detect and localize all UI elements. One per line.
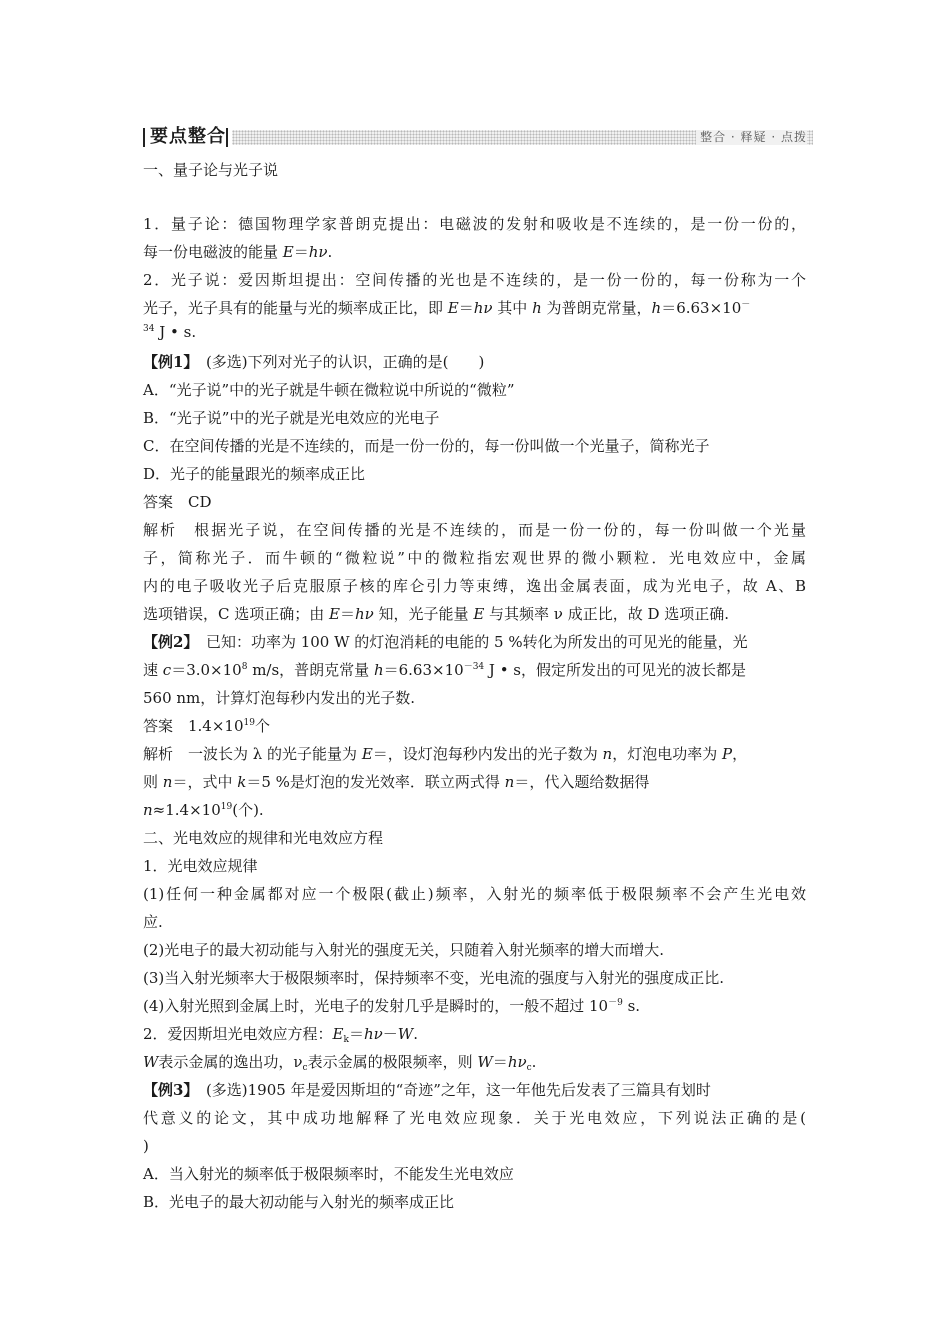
var-n: n xyxy=(143,801,153,819)
example2-stem-line3: 560 nm，计算灯泡每秒内发出的光子数. xyxy=(143,689,416,707)
superscript: 19 xyxy=(220,802,233,812)
example1-option-a: A．“光子说”中的光子就是牛顿在微粒说中所说的“微粒” xyxy=(143,381,515,399)
text-run: 解析 一波长为 λ 的光子能量为 xyxy=(143,745,362,763)
superscript: －34 xyxy=(463,662,485,672)
text-run: ＝5 %是灯泡的发光效率．联立两式得 xyxy=(246,773,505,791)
var-E: E xyxy=(361,745,373,763)
example3-stem-line1 xyxy=(143,1080,711,1100)
example2-analysis-line3 xyxy=(143,800,264,820)
work-function-line xyxy=(143,1052,536,1072)
section1-heading: 一、量子论与光子说 xyxy=(143,161,279,179)
text-run: 2．爱因斯坦光电效应方程： xyxy=(143,1025,333,1043)
example2-stem-line1 xyxy=(143,632,748,652)
text-run: . xyxy=(531,1053,537,1071)
text-run: 为普朗克常量， xyxy=(541,299,652,317)
var-E: E xyxy=(329,605,340,623)
section-header-title: 要点整合 xyxy=(150,126,226,147)
rule-3: (3)当入射光频率大于极限频率时，保持频率不变，光电流的强度与入射光的强度成正比. xyxy=(143,969,725,987)
text-run: ＝，代入题给数据得 xyxy=(514,773,650,791)
text-run: ＝，设灯泡每秒内发出的光子数为 xyxy=(372,745,603,763)
subscript: c xyxy=(526,1063,532,1073)
var-n: n xyxy=(602,745,613,763)
superscript: －9 xyxy=(608,998,623,1008)
text-run: ＝ xyxy=(492,1053,508,1071)
text-run: . xyxy=(327,243,333,261)
text-run: ＝ xyxy=(458,299,474,317)
var-h: h xyxy=(532,299,542,317)
text-run: (多选)1905 年是爱因斯坦的“奇迹”之年，这一年他先后发表了三篇具有划时 xyxy=(190,1081,711,1099)
var-k: k xyxy=(237,773,247,791)
text-run: 则 xyxy=(143,773,163,791)
section-header xyxy=(143,126,813,148)
example1-answer: 答案 CD xyxy=(143,493,212,511)
section2-subheading-1: 1．光电效应规律 xyxy=(143,857,258,875)
text-run: 选项错误，C 选项正确；由 xyxy=(143,605,330,623)
var-P: P xyxy=(722,745,733,763)
example3-stem-line3: ) xyxy=(143,1137,149,1155)
header-left-rule xyxy=(143,128,145,147)
rule-2: (2)光电子的最大初动能与入射光的强度无关，只随着入射光频率的增大而增大. xyxy=(143,941,665,959)
var-E: E xyxy=(447,299,459,317)
text-run: J • s，假定所发出的可见光的波长都是 xyxy=(484,661,747,679)
var-h-nu: hν xyxy=(507,1053,527,1071)
text-run: ＝6.63×10 xyxy=(661,299,742,317)
var-n: n xyxy=(162,773,173,791)
text-run: ， xyxy=(732,745,748,763)
var-E: E xyxy=(473,605,485,623)
text-run: ＝6.63×10 xyxy=(383,661,464,679)
example1-analysis-line3: 内的电子吸收光子后克服原子核的库仑引力等束缚，逸出金属表面，成为光电子，故 A、B xyxy=(143,577,806,595)
paragraph-photon-theory-line1: 2．光子说：爱因斯坦提出：空间传播的光也是不连续的，是一份一份的，每一份称为一个 xyxy=(143,271,806,289)
var-h: h xyxy=(651,299,662,317)
text-run: ，灯泡电功率为 xyxy=(612,745,722,763)
text-run: (4)入射光照到金属上时，光电子的发射几乎是瞬时的，一般不超过 10 xyxy=(143,997,609,1015)
example1-option-d: D．光子的能量跟光的频率成正比 xyxy=(143,465,366,483)
subscript: c xyxy=(302,1063,308,1073)
superscript: 34 xyxy=(143,324,155,334)
section2-heading: 二、光电效应的规律和光电效应方程 xyxy=(143,829,384,847)
example1-option-b: B．“光子说”中的光子就是光电效应的光电子 xyxy=(143,409,440,427)
section2-subheading-2 xyxy=(143,1024,418,1044)
example2-answer xyxy=(143,716,270,736)
example1-analysis-line4 xyxy=(143,604,729,624)
text-run: (多选)下列对光子的认识，正确的是( ) xyxy=(190,353,485,371)
text-run: 表示金属的极限频率，则 xyxy=(307,1053,478,1071)
text-run: 表示金属的逸出功，ν xyxy=(158,1053,303,1071)
example1-analysis-line2: 子，简称光子．而牛顿的“微粒说”中的微粒指宏观世界的微小颗粒．光电效应中，金属 xyxy=(143,549,806,567)
var-h-nu: hν xyxy=(308,243,328,261)
text-run: 答案 1.4×10 xyxy=(143,717,244,735)
text-run: 知，光子能量 xyxy=(373,605,474,623)
text-run: 速 xyxy=(143,661,163,679)
text-run: 光子，光子具有的能量与光的频率成正比，即 xyxy=(143,299,448,317)
paragraph-photon-theory-line3 xyxy=(143,322,196,342)
superscript: 8 xyxy=(241,662,248,672)
example3-label: 【例3】 xyxy=(143,1081,191,1099)
section-header-tag: 整合 · 释疑 · 点拨 xyxy=(696,130,807,145)
var-W: W xyxy=(477,1053,493,1071)
text-run: m/s，普朗克常量 xyxy=(247,661,374,679)
text-run: ＝ xyxy=(339,605,355,623)
example2-label: 【例2】 xyxy=(143,633,191,651)
text-run: (个). xyxy=(232,801,264,819)
example2-analysis-line2 xyxy=(143,772,649,792)
rule-1-line2: 应. xyxy=(143,913,163,931)
example3-option-b: B．光电子的最大初动能与入射光的频率成正比 xyxy=(143,1193,455,1211)
header-divider-rule xyxy=(226,128,228,147)
example1-option-c: C．在空间传播的光是不连续的，而是一份一份的，每一份叫做一个光量子，简称光子 xyxy=(143,437,710,455)
var-h-nu: hν xyxy=(354,605,374,623)
var-h-nu: hν xyxy=(363,1025,383,1043)
text-run: 个 xyxy=(254,717,270,735)
var-W: W xyxy=(397,1025,414,1043)
text-run: ＝，式中 xyxy=(172,773,238,791)
paragraph-photon-theory-line2 xyxy=(143,298,750,318)
text-run: 已知：功率为 100 W 的灯泡消耗的电能的 5 %转化为所发出的可见光的能量，光 xyxy=(190,633,748,651)
var-W: W xyxy=(143,1053,159,1071)
var-h: h xyxy=(373,661,384,679)
var-n: n xyxy=(504,773,515,791)
text-run: s. xyxy=(622,997,641,1015)
example1-stem xyxy=(143,352,484,372)
text-run: ＝3.0×10 xyxy=(171,661,242,679)
text-run: 其中 xyxy=(492,299,533,317)
text-run: 与其频率 ν 成正比，故 D 选项正确. xyxy=(484,605,730,623)
var-E: E xyxy=(282,243,294,261)
var-E: E xyxy=(332,1025,344,1043)
text-run: 每一份电磁波的能量 xyxy=(143,243,283,261)
example3-stem-line2: 代意义的论文，其中成功地解释了光电效应现象．关于光电效应，下列说法正确的是( xyxy=(143,1109,806,1127)
example3-option-a: A．当入射光的频率低于极限频率时，不能发生光电效应 xyxy=(143,1165,514,1183)
example1-analysis-line1: 解析 根据光子说，在空间传播的光是不连续的，而是一份一份的，每一份叫做一个光量 xyxy=(143,521,806,539)
paragraph-quantum-theory-line2 xyxy=(143,242,332,262)
rule-4 xyxy=(143,996,640,1016)
text-run: J • s. xyxy=(154,323,197,341)
example2-stem-line2 xyxy=(143,660,746,680)
text-run: ＝ xyxy=(293,243,309,261)
text-run: － xyxy=(382,1025,398,1043)
text-run: ＝ xyxy=(348,1025,364,1043)
rule-1-line1: (1)任何一种金属都对应一个极限(截止)频率，入射光的频率低于极限频率不会产生光电效 xyxy=(143,885,806,903)
superscript: 19 xyxy=(243,718,255,728)
var-c: c xyxy=(162,661,172,679)
text-run: ≈1.4×10 xyxy=(152,801,221,819)
example1-label: 【例1】 xyxy=(143,353,191,371)
paragraph-quantum-theory-line1: 1．量子论：德国物理学家普朗克提出：电磁波的发射和吸收是不连续的，是一份一份的， xyxy=(143,215,806,233)
superscript: － xyxy=(741,300,751,310)
var-h-nu: hν xyxy=(473,299,493,317)
text-run: . xyxy=(413,1025,418,1043)
subscript: k xyxy=(343,1035,349,1045)
example2-analysis-line1 xyxy=(143,744,747,764)
